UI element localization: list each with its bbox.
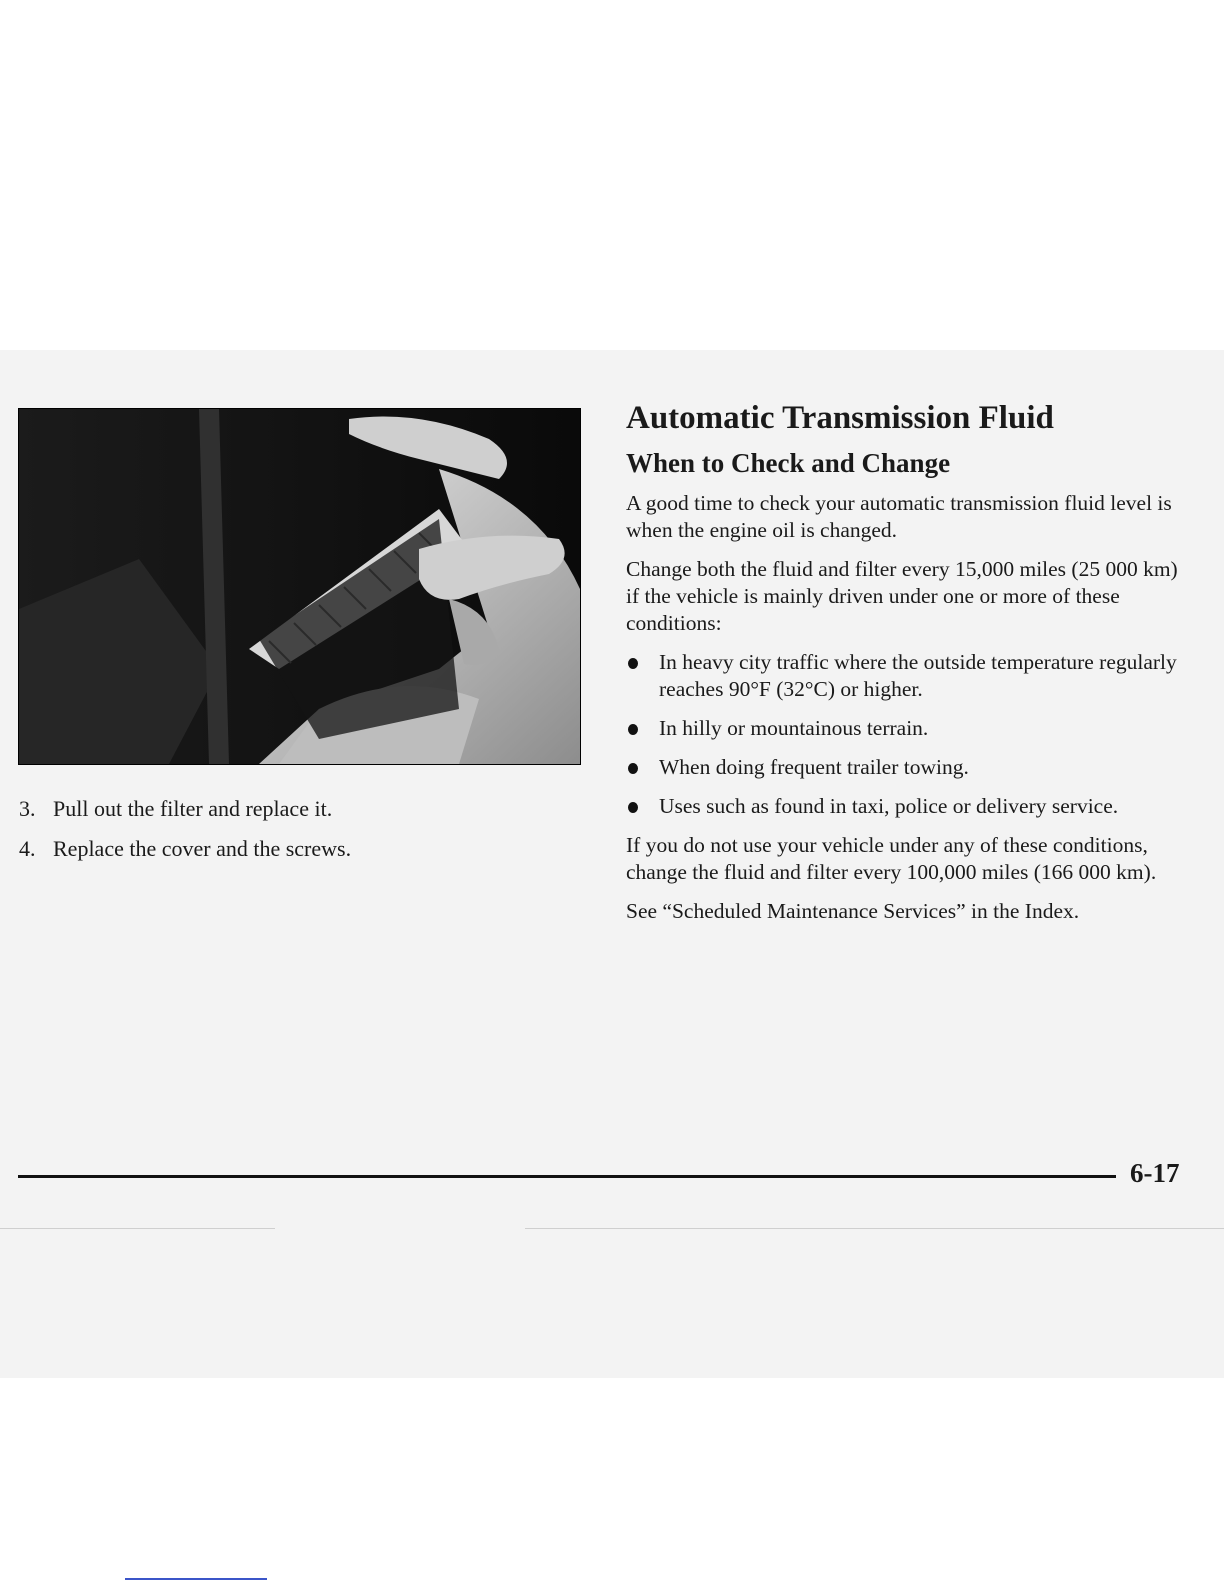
step-3 xyxy=(19,796,332,822)
list-item xyxy=(626,754,1196,781)
content-column xyxy=(626,398,1196,937)
bullet-icon xyxy=(628,658,638,669)
bullet-icon xyxy=(628,802,638,813)
list-item-text: In hilly or mountainous terrain. xyxy=(659,716,929,740)
otherwise-paragraph: If you do not use your vehicle under any of these conditions, change the fluid and filter every 100,000 miles (166 000 km). xyxy=(626,833,1157,884)
see-index-paragraph: See “Scheduled Maintenance Services” in the Index. xyxy=(626,899,1080,923)
scan-artifact-line xyxy=(525,1228,1224,1229)
change-interval-paragraph: Change both the fluid and filter every 15,000 miles (25 000 km) if the vehicle is mainly driven under one or more of these conditions: xyxy=(626,557,1178,635)
list-item-text: When doing frequent trailer towing. xyxy=(659,755,969,779)
list-item xyxy=(626,715,1196,742)
photo-illustration xyxy=(19,409,580,764)
step-4 xyxy=(19,836,351,862)
list-item-text: In heavy city traffic where the outside temperature regularly reaches 90°F (32°C) or higher. xyxy=(659,650,1177,701)
bullet-icon xyxy=(628,763,638,774)
step-text: Replace the cover and the screws. xyxy=(53,836,352,861)
scan-artifact-blue-line xyxy=(125,1578,267,1580)
footer-rule xyxy=(18,1175,1116,1178)
air-filter-photo xyxy=(18,408,581,765)
page-number: 6-17 xyxy=(1130,1158,1180,1188)
list-item xyxy=(626,793,1196,820)
intro-paragraph: A good time to check your automatic transmission fluid level is when the engine oil is changed. xyxy=(626,491,1172,542)
section-subtitle: When to Check and Change xyxy=(626,448,951,478)
conditions-list xyxy=(626,649,1196,820)
list-item-text: Uses such as found in taxi, police or delivery service. xyxy=(659,794,1119,818)
bullet-icon xyxy=(628,724,638,735)
step-number: 4. xyxy=(19,836,36,861)
step-text: Pull out the filter and replace it. xyxy=(53,796,333,821)
list-item xyxy=(626,649,1196,703)
step-number: 3. xyxy=(19,796,36,821)
section-title: Automatic Transmission Fluid xyxy=(626,400,1054,436)
scan-artifact-line xyxy=(0,1228,275,1229)
